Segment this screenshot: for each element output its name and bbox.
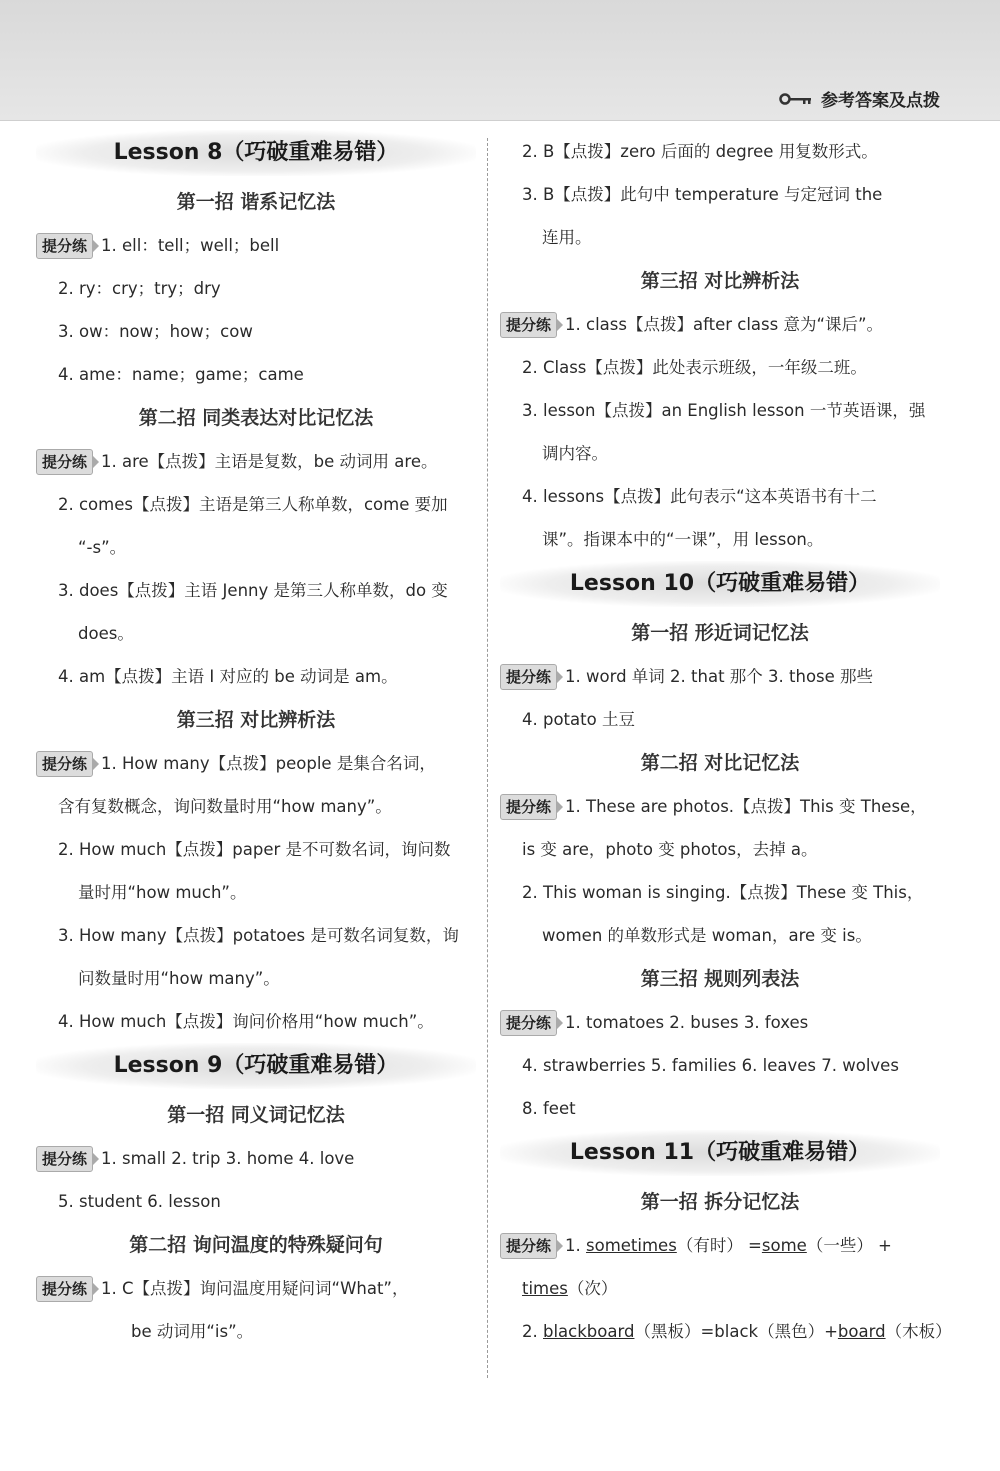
l10-section-3-title: 第三招 规则列表法 [640, 968, 800, 990]
underlined-word: board [837, 1322, 886, 1341]
item-text: 1. small 2. trip 3. home 4. love [101, 1149, 355, 1168]
list-item [36, 1267, 476, 1310]
list-item [500, 1310, 952, 1353]
list-item: 2. comes【点拨】主语是第三人称单数，come 要加 [58, 495, 448, 514]
l9-section-2-title: 第二招 询问温度的特殊疑问句 [129, 1234, 383, 1256]
list-item [500, 655, 940, 698]
practice-badge: 提分练 [36, 449, 93, 475]
item-text: （一些） + [806, 1236, 892, 1255]
l10-section-1-title: 第一招 形近词记忆法 [631, 622, 809, 644]
list-item: 2. How much【点拨】paper 是不可数名词，询问数 [58, 840, 451, 859]
page-header [0, 0, 1000, 121]
underlined-word: times [522, 1279, 568, 1298]
item-text: 1. word 单词 2. that 那个 3. those 那些 [565, 667, 874, 686]
l9-section-3-title: 第三招 对比辨析法 [640, 270, 800, 292]
list-item: 3. does【点拨】主语 Jenny 是第三人称单数，do 变 [58, 581, 448, 600]
list-item: 8. feet [522, 1099, 576, 1118]
list-item: 4. ame：name；game；came [58, 365, 304, 384]
list-item-continued [500, 1267, 940, 1310]
list-item-continued: 含有复数概念，询问数量时用“how many”。 [58, 797, 392, 816]
l9-section-1-title: 第一招 同义词记忆法 [167, 1104, 345, 1126]
list-item [36, 224, 476, 267]
underlined-word: blackboard [543, 1322, 635, 1341]
header-title [779, 86, 940, 111]
list-item: 5. student 6. lesson [58, 1192, 221, 1211]
item-text: 1. These are photos.【点拨】This 变 These， [565, 797, 927, 816]
l8-section-1-title: 第一招 谐系记忆法 [176, 191, 336, 213]
list-item-continued: 连用。 [542, 228, 592, 247]
practice-badge: 提分练 [36, 233, 93, 259]
header-title-text: 参考答案及点拨 [821, 91, 940, 111]
underlined-word: sometimes [586, 1236, 677, 1255]
left-column [36, 130, 476, 1353]
list-item [36, 742, 476, 785]
right-column [500, 130, 952, 1353]
practice-badge: 提分练 [36, 1146, 93, 1172]
key-icon [779, 92, 813, 106]
list-item-continued: 量时用“how much”。 [78, 883, 247, 902]
list-item [36, 1137, 476, 1180]
list-item: 3. ow：now；how；cow [58, 322, 253, 341]
item-text: 1. ell：tell；well；bell [101, 236, 280, 255]
list-item: 2. ry：cry；try；dry [58, 279, 221, 298]
list-item: 4. potato 土豆 [522, 710, 635, 729]
l10-section-2-title: 第二招 对比记忆法 [640, 752, 800, 774]
list-item-continued: 调内容。 [542, 444, 608, 463]
lesson-9-title: Lesson 9（巧破重难易错） [36, 1043, 476, 1089]
list-item: 2. This woman is singing.【点拨】These 变 This， [522, 883, 924, 902]
list-item-continued: women 的单数形式是 woman，are 变 is。 [542, 926, 872, 945]
list-item-continued: be 动词用“is”。 [131, 1322, 254, 1341]
item-text: 1. are【点拨】主语是复数，be 动词用 are。 [101, 452, 438, 471]
item-text: （有时） = [676, 1236, 762, 1255]
item-text: （次） [567, 1279, 618, 1298]
practice-badge: 提分练 [500, 1233, 557, 1259]
list-item-continued: 问数量时用“how many”。 [78, 969, 280, 988]
l8-section-2-title: 第二招 同类表达对比记忆法 [138, 407, 374, 429]
list-item-continued: does。 [78, 624, 134, 643]
list-item-continued: 课”。指课本中的“一课”，用 lesson。 [542, 530, 824, 549]
list-item [36, 440, 476, 483]
list-item: 2. Class【点拨】此处表示班级，一年级二班。 [522, 358, 867, 377]
item-text: 1. class【点拨】after class 意为“课后”。 [565, 315, 884, 334]
list-item [500, 303, 940, 346]
list-item: 2. B【点拨】zero 后面的 degree 用复数形式。 [522, 142, 878, 161]
lesson-10-title: Lesson 10（巧破重难易错） [500, 561, 940, 607]
list-item: 3. B【点拨】此句中 temperature 与定冠词 the [522, 185, 883, 204]
practice-badge: 提分练 [500, 794, 557, 820]
list-item-continued: is 变 are，photo 变 photos，去掉 a。 [522, 840, 818, 859]
item-text: （黑板）=black（黑色）+ [634, 1322, 838, 1341]
practice-badge: 提分练 [36, 1276, 93, 1302]
practice-badge: 提分练 [500, 312, 557, 338]
item-text: 1. tomatoes 2. buses 3. foxes [565, 1013, 809, 1032]
l8-section-3-title: 第三招 对比辨析法 [176, 709, 336, 731]
lesson-11-title: Lesson 11（巧破重难易错） [500, 1130, 940, 1176]
list-item: 4. am【点拨】主语 I 对应的 be 动词是 am。 [58, 667, 398, 686]
list-item: 4. lessons【点拨】此句表示“这本英语书有十二 [522, 487, 877, 506]
column-divider [487, 138, 488, 1378]
list-item [500, 1224, 940, 1267]
list-item: 3. lesson【点拨】an English lesson 一节英语课，强 [522, 401, 926, 420]
list-item [500, 785, 940, 828]
practice-badge: 提分练 [36, 751, 93, 777]
list-item: 3. How many【点拨】potatoes 是可数名词复数，询 [58, 926, 459, 945]
list-item-continued: “-s”。 [78, 538, 127, 557]
underlined-word: some [761, 1236, 807, 1255]
item-text: 1. How many【点拨】people 是集合名词， [101, 754, 436, 773]
list-item [500, 1001, 940, 1044]
list-item: 4. strawberries 5. families 6. leaves 7. wolves [522, 1056, 899, 1075]
l11-section-1-title: 第一招 拆分记忆法 [640, 1191, 800, 1213]
lesson-8-title: Lesson 8（巧破重难易错） [36, 130, 476, 176]
item-number: 2. [522, 1322, 538, 1341]
practice-badge: 提分练 [500, 1010, 557, 1036]
item-number: 1. [565, 1236, 581, 1255]
list-item: 4. How much【点拨】询问价格用“how much”。 [58, 1012, 434, 1031]
item-text: 1. C【点拨】询问温度用疑问词“What”， [101, 1279, 409, 1298]
practice-badge: 提分练 [500, 664, 557, 690]
item-text: （木板） [885, 1322, 952, 1341]
